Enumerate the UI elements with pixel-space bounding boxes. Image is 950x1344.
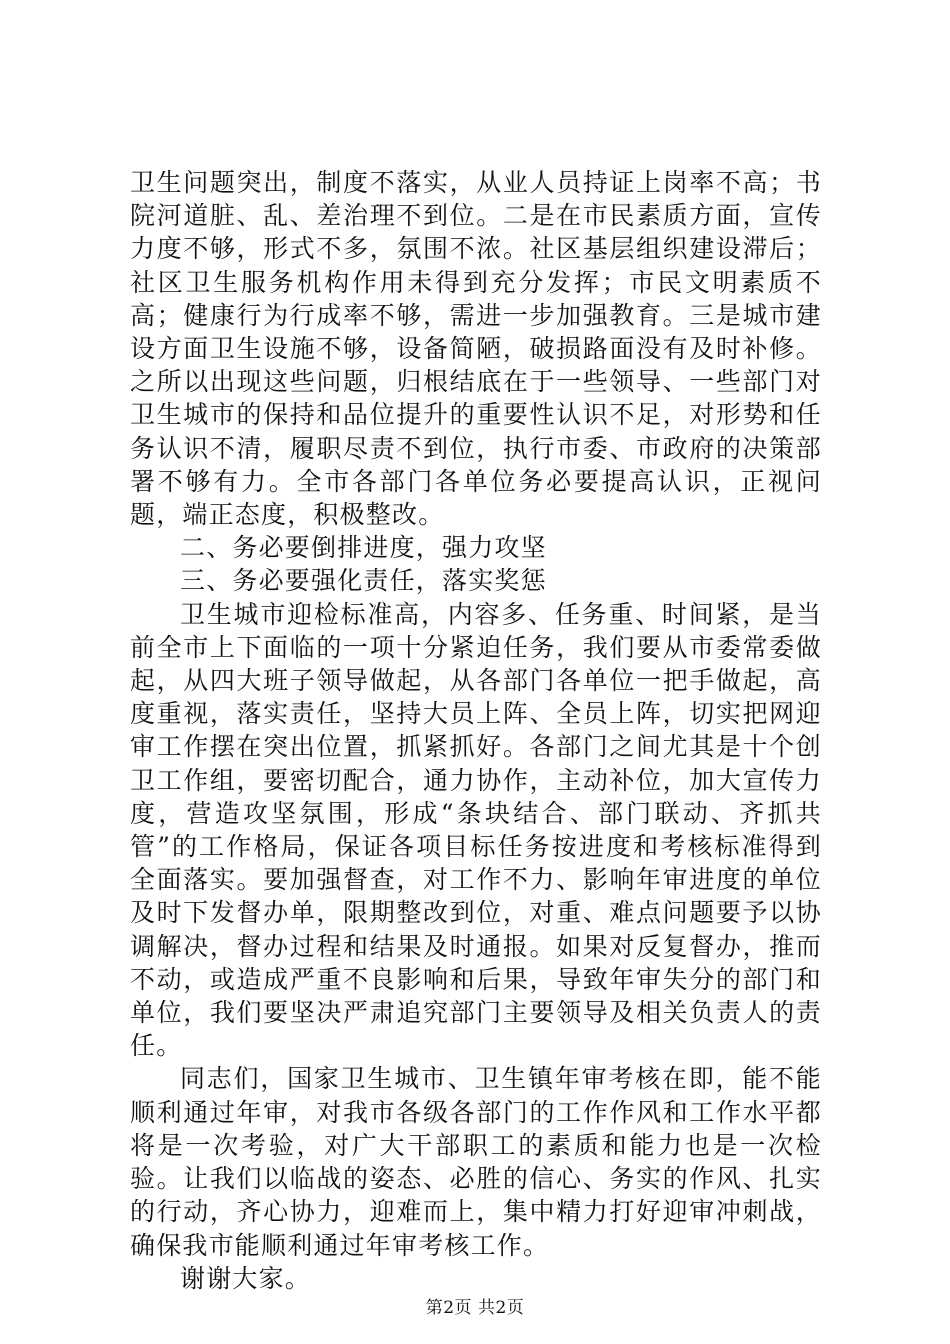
heading-section-two: 二、务必要倒排进度，强力攻坚 [180,533,547,563]
heading-section-three: 三、务必要强化责任，落实奖惩 [180,566,547,596]
paragraph-responsibility: 卫生城市迎检标准高，内容多、任务重、时间紧，是当前全市上下面临的一项十分紧迫任务，我们要从市委常委做起，从四大班子领导做起，从各部门各单位一把手做起，高度重视，落实责任，坚持大员上阵、全员上阵，切实把网迎审工作摆在突出位置，抓紧抓好。各部门之间尤其是十个创卫工作组，要密切配合，通力协作，主动补位，加大宣传力度，营造攻坚氛围，形成“条块结合、部门联动、齐抓共管”的工作格局，保证各项目标任务按进度和考核标准得到全面落实。要加强督查，对工作不力、影响年审进度的单位及时下发督办单，限期整改到位，对重、难点问题要予以协调解决，督办过程和结果及时通报。如果对反复督办，推而不动，或造成严重不良影响和后果，导致年审失分的部门和单位，我们要坚决严肃追究部门主要领导及相关负责人的责任。 [130,599,822,1061]
page-number-footer: 第2页 共2页 [425,1298,525,1318]
paragraph-thanks: 谢谢大家。 [180,1263,312,1293]
paragraph-closing-appeal: 同志们，国家卫生城市、卫生镇年审考核在即，能不能顺利通过年审，对我市各级各部门的工作作风和工作水平都将是一次考验，对广大干部职工的素质和能力也是一次检验。让我们以临战的姿态、必胜的信心、务实的作风、扎实的行动，齐心协力，迎难而上，集中精力打好迎审冲刺战，确保我市能顺利通过年审考核工作。 [130,1064,822,1260]
document-body [130,166,822,1295]
paragraph-continued-problems: 卫生问题突出，制度不落实，从业人员持证上岗率不高；书院河道脏、乱、差治理不到位。二是在市民素质方面，宣传力度不够，形式不多，氛围不浓。社区基层组织建设滞后；社区卫生服务机构作用未得到充分发挥；市民文明素质不高；健康行为行成率不够，需进一步加强教育。三是城市建设方面卫生设施不够，设备简陋，破损路面没有及时补修。之所以出现这些问题，归根结底在于一些领导、一些部门对卫生城市的保持和品位提升的重要性认识不足，对形势和任务认识不清，履职尽责不到位，执行市委、市政府的决策部署不够有力。全市各部门各单位务必要提高认识，正视问题，端正态度，积极整改。 [130,168,822,530]
